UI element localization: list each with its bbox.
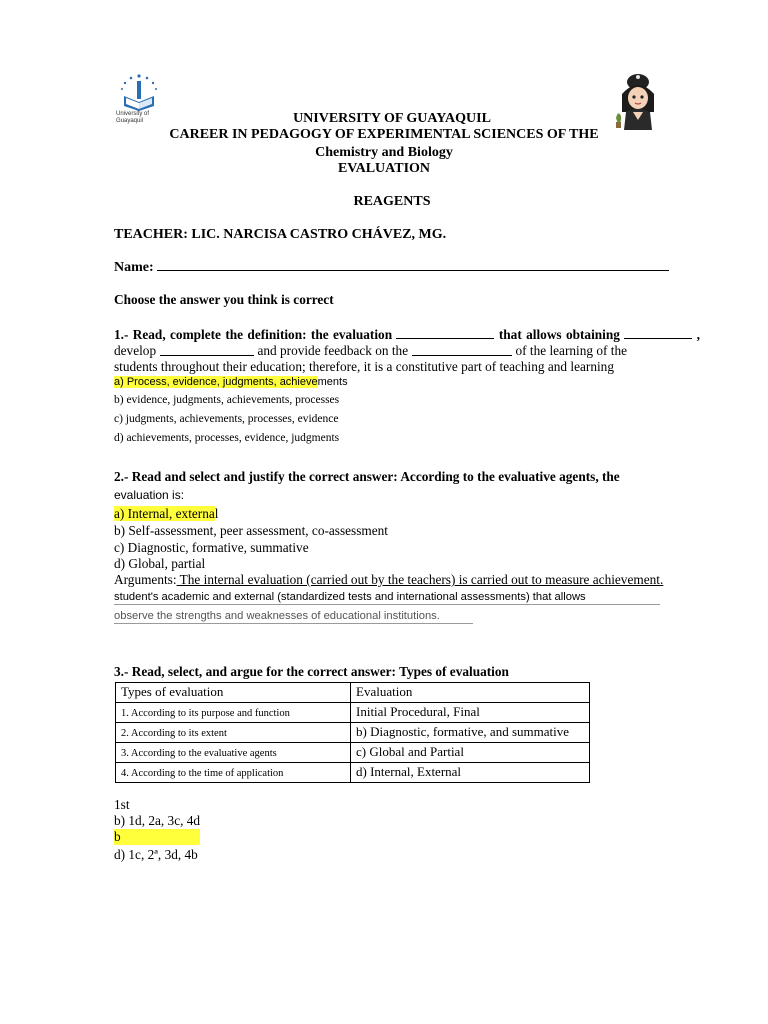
program-title: Chemistry and Biology (315, 145, 453, 160)
q1-line2: develop and provide feedback on the of the learning of the (114, 343, 627, 358)
instruction: Choose the answer you think is correct (114, 292, 334, 307)
argument-rule (114, 604, 660, 605)
q1-option-c[interactable]: c) judgments, achievements, processes, evidence (114, 413, 339, 425)
name-label: Name: (114, 260, 158, 275)
q2-option-c[interactable]: c) Diagnostic, formative, summative (114, 540, 309, 555)
q2-option-b[interactable]: b) Self-assessment, peer assessment, co-assessment (114, 523, 388, 538)
q3-answer-2[interactable]: b) 1d, 2a, 3c, 4d (114, 813, 201, 828)
table-header-row (116, 683, 590, 703)
table-cell: c) Global and Partial (351, 743, 590, 763)
table-row (116, 743, 590, 763)
q3-answer-1[interactable]: 1st (114, 797, 130, 812)
q1-option-b[interactable]: b) evidence, judgments, achievements, processes (114, 394, 340, 406)
evaluation-title: EVALUATION (337, 161, 431, 176)
table-header-cell: Types of evaluation (116, 683, 351, 703)
q1-option-d[interactable]: d) achievements, processes, evidence, judgments (114, 432, 340, 444)
table-row (116, 763, 590, 783)
q2-option-d[interactable]: d) Global, partial (114, 556, 206, 571)
q1-blank-3[interactable] (160, 343, 254, 356)
reagents-title: REAGENTS (353, 194, 431, 209)
q3-answer-3-highlighted[interactable]: b (114, 829, 200, 845)
q1-blank-4[interactable] (412, 343, 512, 356)
table-header-cell: Evaluation (351, 683, 590, 703)
career-title: CAREER IN PEDAGOGY OF EXPERIMENTAL SCIENCES OF THE (169, 127, 599, 142)
arguments-text: The internal evaluation (carried out by the teachers) is carried out to measure achievement. (176, 572, 664, 587)
q1-option-a[interactable]: a) Process, evidence, judgments, achievements (114, 376, 348, 388)
q2-subtitle: evaluation is: (114, 488, 185, 502)
q1-line3: students throughout their education; therefore, it is a constitutive part of teaching and learning (114, 359, 614, 374)
table-cell: b) Diagnostic, formative, and summative (351, 723, 590, 743)
q2-option-a[interactable]: a) Internal, external (114, 506, 219, 521)
q1-blank-1[interactable] (396, 326, 494, 339)
highlighted-answer: a) Process, evidence, judgments, achieve (114, 376, 318, 388)
table-cell: d) Internal, External (351, 763, 590, 783)
table-cell: Initial Procedural, Final (351, 703, 590, 723)
q2-argument-line3: observe the strengths and weaknesses of educational institutions. (114, 610, 440, 622)
q2-argument-line2: student's academic and external (standardized tests and international assessments) that allows (114, 591, 586, 603)
table-cell: 4. According to the time of application (121, 768, 284, 779)
table-row (116, 723, 590, 743)
q2-arguments (114, 572, 663, 588)
argument-rule (114, 623, 473, 624)
q1-blank-2[interactable] (624, 326, 692, 339)
evaluation-types-table (115, 682, 590, 783)
name-field[interactable] (114, 258, 669, 276)
logo-caption: University of Guayaquil (116, 111, 150, 124)
q2-title: 2.- Read and select and justify the correct answer: According to the evaluative agents, the (114, 469, 620, 484)
q3-title: 3.- Read, select, and argue for the correct answer: Types of evaluation (114, 664, 509, 679)
table-cell: 1. According to its purpose and function (121, 708, 290, 719)
name-blank[interactable] (157, 258, 669, 271)
university-title: UNIVERSITY OF GUAYAQUIL (293, 111, 491, 126)
highlighted-answer: a) Internal, externa (114, 506, 215, 521)
teacher-line: TEACHER: LIC. NARCISA CASTRO CHÁVEZ, MG. (114, 227, 447, 242)
table-cell: 2. According to its extent (121, 728, 227, 739)
table-cell: 3. According to the evaluative agents (121, 748, 277, 759)
q3-answer-4[interactable]: d) 1c, 2ª, 3d, 4b (114, 847, 198, 862)
q1-line1: 1.- Read, complete the definition: the evaluation that allows obtaining , (114, 327, 700, 342)
arguments-label: Arguments: (114, 572, 177, 587)
table-row (116, 703, 590, 723)
